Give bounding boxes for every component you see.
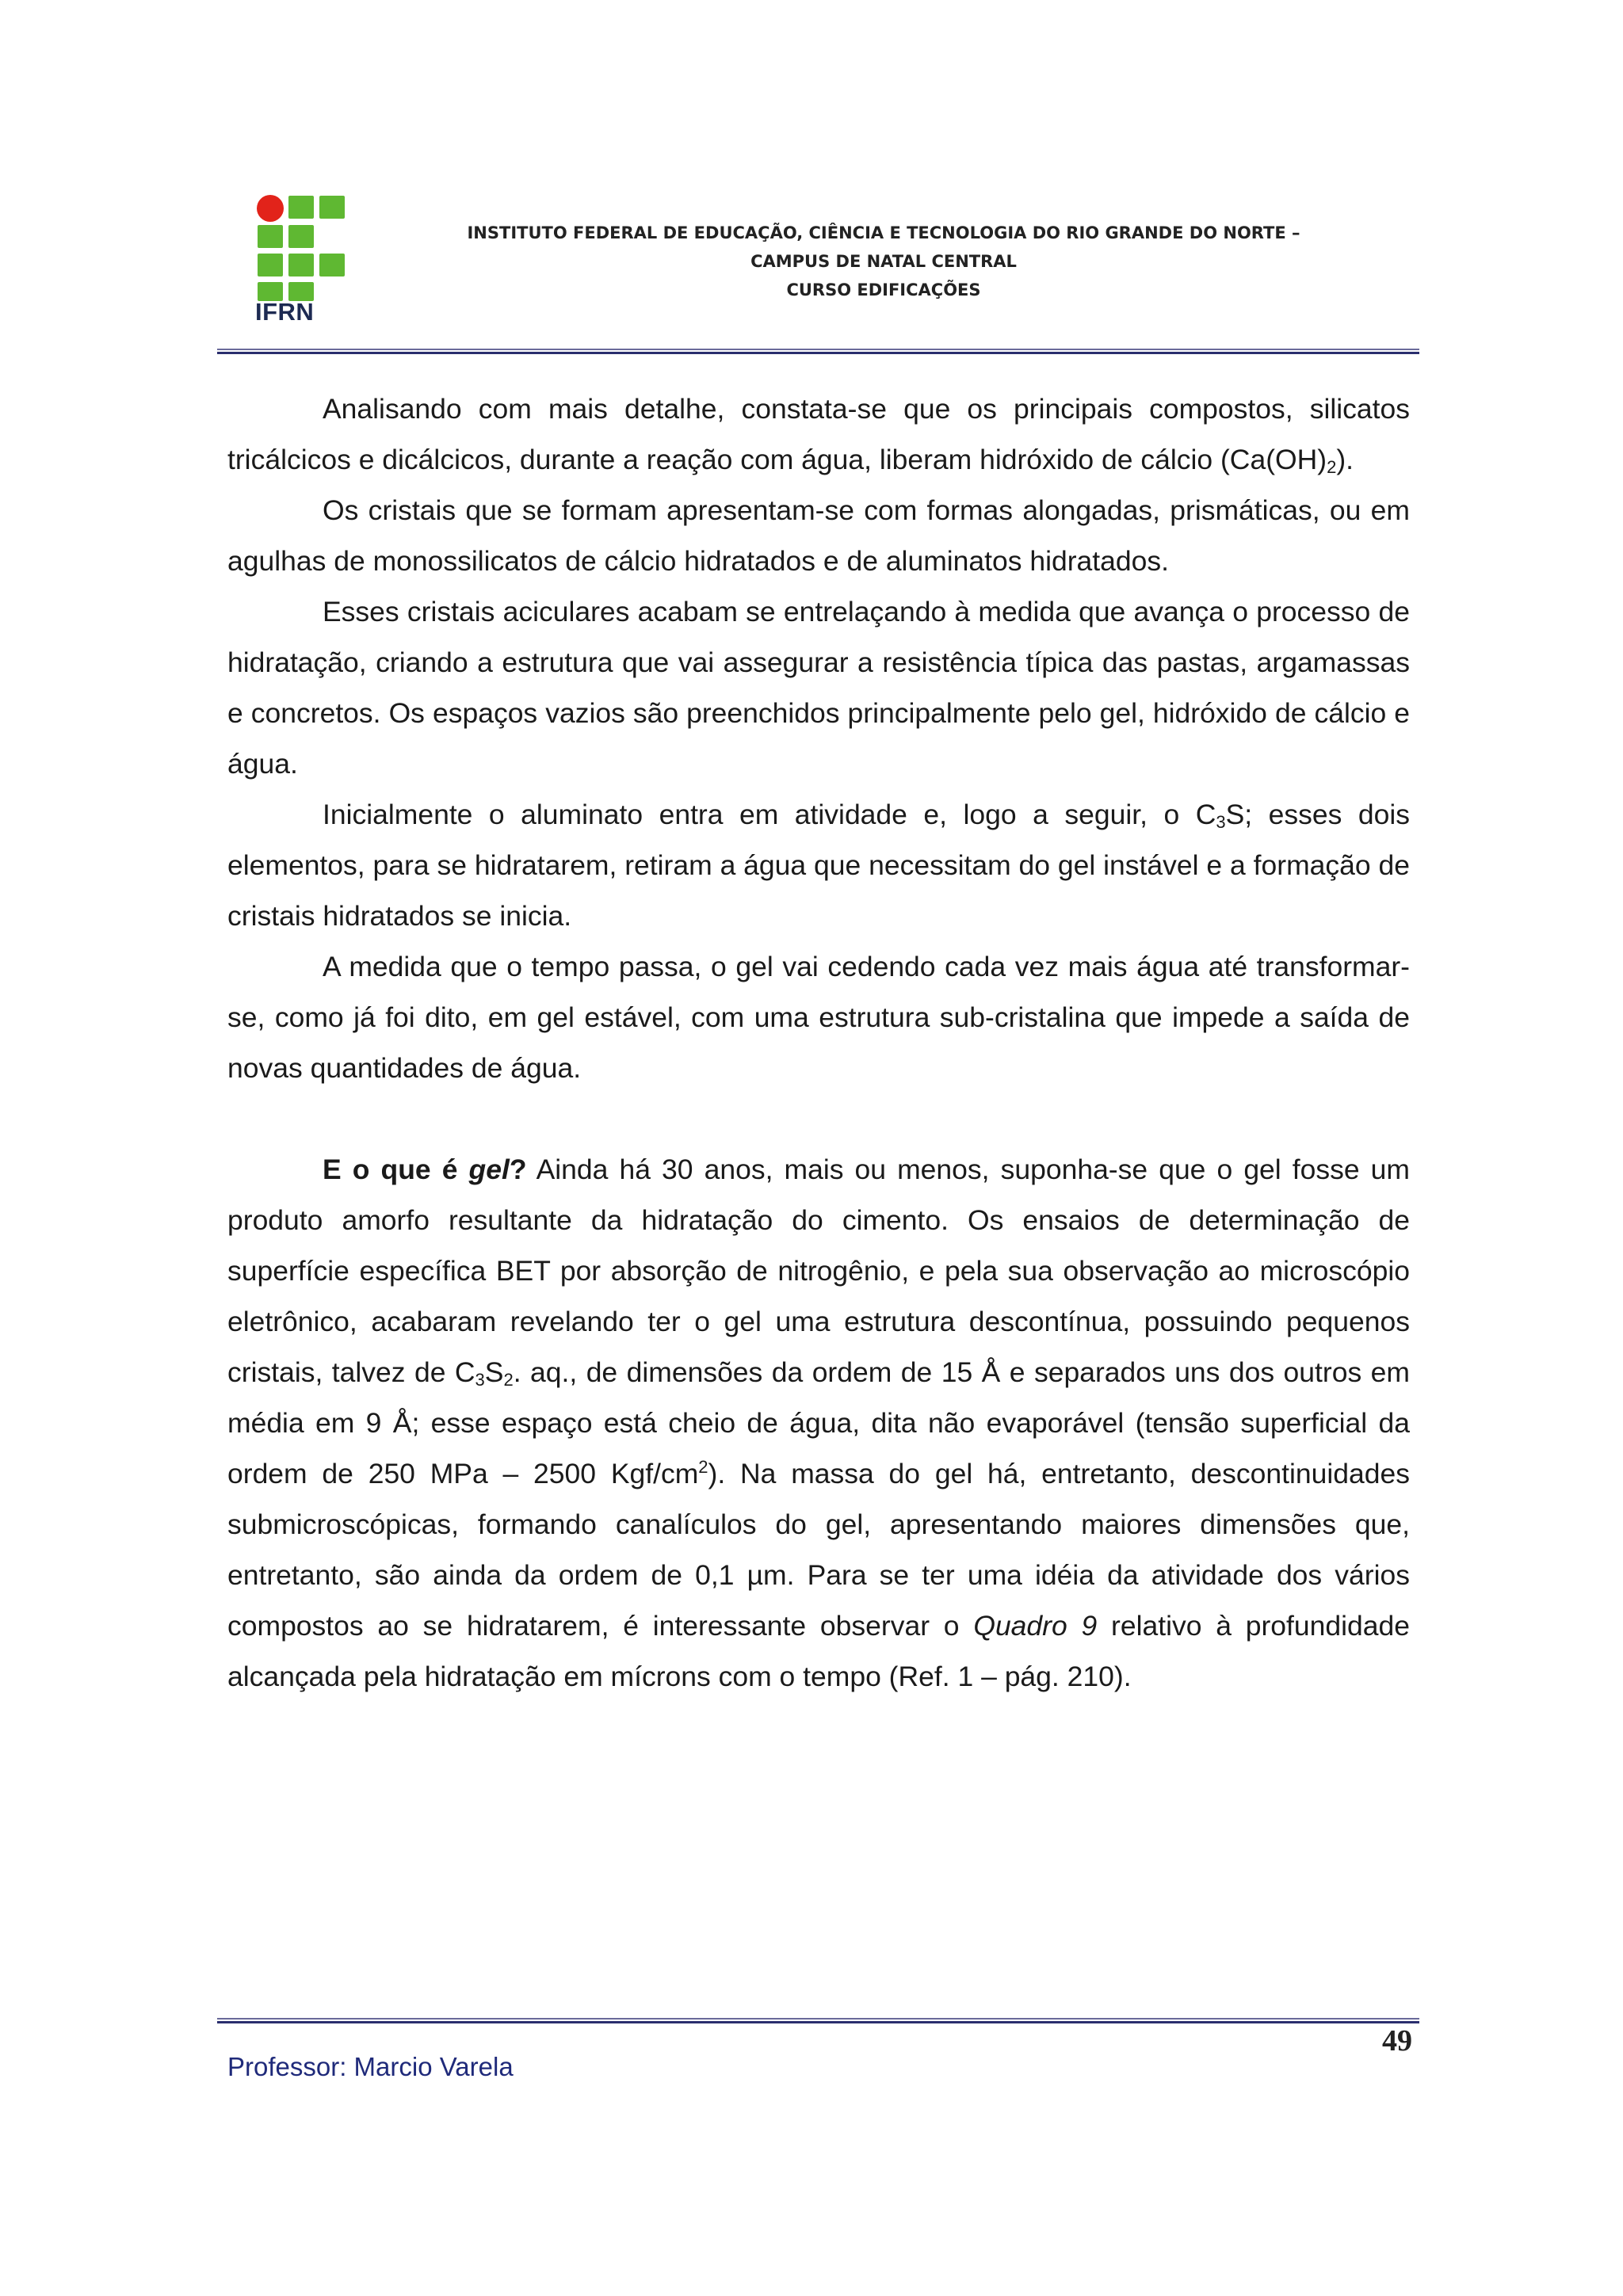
paragraph: Inicialmente o aluminato entra em atividade e, logo a seguir, o $C_3S$; esses dois elementos, para se hidratarem, retiram a água que necessitam do gel instável e a formação de cristais hidratados se inicia. xyxy=(227,799,1410,932)
logo-square-icon xyxy=(288,225,314,248)
institution-line-1: INSTITUTO FEDERAL DE EDUCAÇÃO, CIÊNCIA E TECNOLOGIA DO RIO GRANDE DO NORTE – xyxy=(467,223,1300,242)
paragraph: Analisando com mais detalhe, constata-se que os principais compostos, silicatos tricálcicos e dicálcicos, durante a reação com água, liberam hidróxido de cálcio $(Ca(OH)_2)$. xyxy=(227,393,1410,477)
footer-professor: Professor: Marcio Varela xyxy=(227,2052,514,2081)
institution-header xyxy=(396,219,1371,304)
logo-square-icon xyxy=(288,196,314,219)
logo-text: IFRN xyxy=(255,298,315,326)
logo-square-icon xyxy=(319,254,345,277)
footer-divider xyxy=(217,2018,1419,2024)
logo-square-icon xyxy=(258,254,283,277)
ifrn-logo xyxy=(255,193,350,328)
paragraph-gel: E o que é gel? Ainda há 30 anos, mais ou menos, suponha-se que o gel fosse um produto amorfo resultante da hidratação do cimento. Os ensaios de determinação de superfície específica BET por absorção de nitrogênio, e pela sua observação ao microscópio eletrônico, acabaram revelando ter o gel uma estrutura descontínua, possuindo pequenos cristais, talvez de $C_3S_2$. aq., de dimensões da ordem de 15 Å e separados uns dos outros em média em 9 Å; esse espaço está cheio de água, dita não evaporável (tensão superficial da ordem de 250 MPa – 2500 Kgf/$cm^2$). Na massa do gel há, entretanto, descontinuidades submicroscópicas, formando canalículos do gel, apresentando maiores dimensões que, entretanto, são ainda da ordem de 0,1 µm. Para se ter uma idéia da atividade dos vários compostos ao se hidratarem, é interessante observar o Quadro 9 relativo à profundidade alcançada pela hidratação em mícrons com o tempo (Ref. 1 – pág. 210). xyxy=(227,1154,1411,1692)
paragraph: Os cristais que se formam apresentam-se com formas alongadas, prismáticas, ou em agulhas de monossilicatos de cálcio hidratados e de aluminatos hidratados. xyxy=(227,494,1410,577)
paragraph: A medida que o tempo passa, o gel vai cedendo cada vez mais água até transformar-se, como já foi dito, em gel estável, com uma estrutura sub-cristalina que impede a saída de novas quantidades de água. xyxy=(227,951,1410,1084)
institution-line-3: CURSO EDIFICAÇÕES xyxy=(786,280,981,299)
header-divider xyxy=(217,349,1419,355)
logo-square-icon xyxy=(319,196,345,219)
logo-square-icon xyxy=(288,254,314,277)
body-text xyxy=(227,383,1410,1702)
institution-line-2: CAMPUS DE NATAL CENTRAL xyxy=(750,252,1017,271)
gel-heading: E o que é gel? xyxy=(323,1154,527,1185)
paragraph: Esses cristais aciculares acabam se entrelaçando à medida que avança o processo de hidratação, criando a estrutura que vai assegurar a resistência típica das pastas, argamassas e concretos. Os espaços vazios são preenchidos principalmente pelo gel, hidróxido de cálcio e água. xyxy=(227,596,1410,780)
logo-square-icon xyxy=(258,225,283,248)
logo-red-dot-icon xyxy=(257,195,284,222)
page-number: 49 xyxy=(1382,2024,1412,2058)
